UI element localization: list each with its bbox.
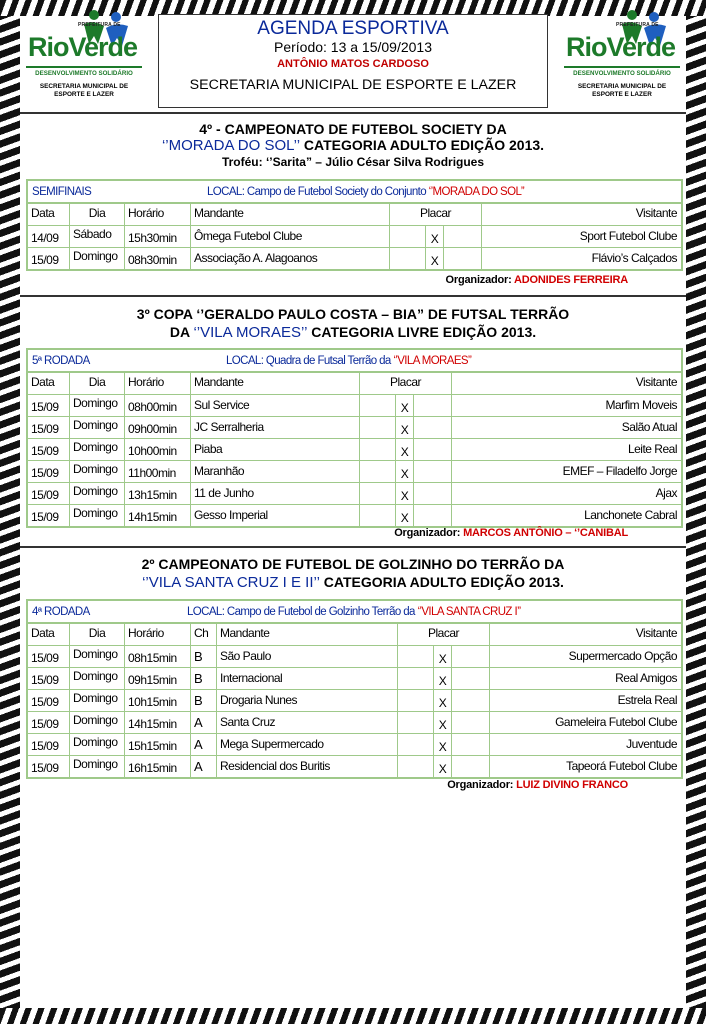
comp1-venue: ‘’MORADA DO SOL’’: [161, 137, 301, 154]
comp2-local-venue: ‘’VILA MORAES”: [393, 354, 472, 367]
game-day: Domingo: [70, 734, 125, 755]
col-away: Visitante: [635, 375, 677, 389]
comp3-heading: [20, 556, 686, 591]
game-home: JC Serralheria: [191, 417, 360, 438]
score-x: X: [434, 646, 452, 667]
col-score: Placar: [360, 373, 452, 394]
col-ch: Ch: [191, 624, 217, 645]
game-away: Salão Atual: [621, 420, 677, 434]
comp1-table: [26, 179, 683, 271]
score-x: X: [396, 417, 414, 438]
decorative-border-bottom: [0, 1008, 706, 1024]
away-score: [452, 646, 490, 667]
home-score: [360, 505, 396, 526]
game-group: A: [191, 734, 217, 755]
game-away: Gameleira Futebol Clube: [555, 715, 677, 729]
comp2-venue: ‘’VILA MORAES’’: [193, 324, 308, 341]
home-score: [360, 417, 396, 438]
home-score: [398, 646, 434, 667]
game-day: Domingo: [70, 712, 125, 733]
comp3-organizer: [447, 779, 628, 791]
game-group: B: [191, 690, 217, 711]
col-date: Data: [28, 624, 70, 645]
away-score: [444, 248, 482, 269]
away-score: [452, 756, 490, 777]
game-date: 15/09: [28, 248, 70, 269]
game-day: Domingo: [70, 483, 125, 504]
logo-prefeitura: PREFEITURA DE: [616, 22, 659, 28]
score-x: X: [434, 712, 452, 733]
score-x: X: [396, 395, 414, 416]
table-row: [28, 734, 681, 756]
table-row: [28, 756, 681, 777]
game-day: Domingo: [70, 461, 125, 482]
period-text: Período: 13 a 15/09/2013: [273, 39, 433, 55]
comp2-heading: [20, 306, 686, 341]
game-day: Sábado: [70, 226, 125, 247]
game-time: 14h15min: [125, 712, 191, 733]
comp2-local: LOCAL: Quadra de Futsal Terrão da: [226, 354, 394, 367]
game-away: Supermercado Opção: [568, 649, 677, 663]
game-time: 09h15min: [125, 668, 191, 689]
game-home: Maranhão: [191, 461, 360, 482]
game-home: Mega Supermercado: [217, 734, 398, 755]
comp3-local: LOCAL: Campo de Futebol de Golzinho Terrão da: [187, 605, 418, 618]
game-away: Marfim Moveis: [605, 398, 677, 412]
logo-prefeitura: PREFEITURA DE: [78, 22, 121, 28]
header-divider: [20, 112, 686, 114]
score-x: X: [434, 690, 452, 711]
score-x: X: [396, 439, 414, 460]
table-row: [28, 668, 681, 690]
game-date: 15/09: [28, 668, 70, 689]
logo-verde: Verde: [606, 32, 676, 62]
score-x: X: [396, 505, 414, 526]
game-time: 15h30min: [125, 226, 191, 247]
comp1-local-venue: ‘’MORADA DO SOL’’: [428, 185, 525, 198]
table-header-row: [28, 624, 681, 646]
score-x: X: [396, 483, 414, 504]
col-day: Dia: [70, 204, 125, 225]
comp3-phase: 4ª RODADA: [32, 605, 90, 618]
comp1-category: CATEGORIA ADULTO EDIÇÃO 2013.: [300, 137, 545, 153]
comp2-table: [26, 348, 683, 528]
game-group: B: [191, 668, 217, 689]
comp3-category: CATEGORIA ADULTO EDIÇÃO 2013.: [319, 574, 564, 590]
col-home: Mandante: [191, 204, 390, 225]
organizer-name: ADONIDES FERREIRA: [514, 274, 628, 286]
comp3-local-venue: ‘’VILA SANTA CRUZ I’’: [417, 605, 521, 618]
home-score: [398, 756, 434, 777]
home-score: [360, 439, 396, 460]
game-home: Internacional: [217, 668, 398, 689]
game-day: Domingo: [70, 756, 125, 777]
game-time: 08h30min: [125, 248, 191, 269]
away-score: [414, 483, 452, 504]
score-x: X: [434, 668, 452, 689]
logo-sec-line2: ESPORTE E LAZER: [592, 91, 652, 98]
rio-verde-logo-left: [20, 8, 148, 110]
away-score: [414, 505, 452, 526]
game-time: 16h15min: [125, 756, 191, 777]
game-date: 15/09: [28, 417, 70, 438]
comp1-phase: SEMIFINAIS: [32, 185, 92, 198]
table-row: [28, 646, 681, 668]
organizer-label: Organizador:: [394, 527, 464, 539]
comp2-organizer: [394, 527, 628, 539]
home-score: [390, 248, 426, 269]
game-time: 09h00min: [125, 417, 191, 438]
col-home: Mandante: [217, 624, 398, 645]
game-time: 15h15min: [125, 734, 191, 755]
game-home: São Paulo: [217, 646, 398, 667]
game-time: 08h15min: [125, 646, 191, 667]
game-away: Tapeorá Futebol Clube: [566, 759, 677, 773]
comp2-category: CATEGORIA LIVRE EDIÇÃO 2013.: [307, 324, 537, 340]
away-score: [452, 690, 490, 711]
table-row: [28, 505, 681, 526]
game-time: 10h00min: [125, 439, 191, 460]
table-row: [28, 248, 681, 269]
decorative-border-left: [0, 0, 20, 1024]
game-time: 13h15min: [125, 483, 191, 504]
col-day: Dia: [70, 624, 125, 645]
logo-sec-line2: ESPORTE E LAZER: [54, 91, 114, 98]
game-time: 10h15min: [125, 690, 191, 711]
away-score: [452, 734, 490, 755]
comp1-organizer: [446, 274, 628, 286]
logo-sec-line1: SECRETARIA MUNICIPAL DE: [577, 83, 667, 90]
logo-verde: Verde: [68, 32, 138, 62]
home-score: [390, 226, 426, 247]
game-away: Ajax: [655, 486, 677, 500]
game-day: Domingo: [70, 505, 125, 526]
score-x: X: [426, 226, 444, 247]
game-home: Gesso Imperial: [191, 505, 360, 526]
section-divider: [20, 546, 686, 548]
game-date: 15/09: [28, 690, 70, 711]
away-score: [444, 226, 482, 247]
col-time: Horário: [125, 373, 191, 394]
home-score: [398, 690, 434, 711]
comp1-trophy: Troféu: ‘’Sarita” – Júlio César Silva Rodrigues: [221, 155, 485, 169]
game-home: Drogaria Nunes: [217, 690, 398, 711]
game-date: 15/09: [28, 712, 70, 733]
game-home: 11 de Junho: [191, 483, 360, 504]
table-row: [28, 226, 681, 248]
section-divider: [20, 295, 686, 297]
game-time: 08h00min: [125, 395, 191, 416]
away-score: [452, 712, 490, 733]
game-home: Ômega Futebol Clube: [191, 226, 390, 247]
table-row: [28, 439, 681, 461]
home-score: [398, 734, 434, 755]
logo-rio: Rio: [566, 32, 607, 62]
comp1-local: LOCAL: Campo de Futebol Society do Conjunto: [207, 185, 429, 198]
table-row: [28, 395, 681, 417]
table-header-row: [28, 373, 681, 395]
game-home: Residencial dos Buritis: [217, 756, 398, 777]
game-group: B: [191, 646, 217, 667]
home-score: [398, 668, 434, 689]
table-row: [28, 712, 681, 734]
away-score: [414, 417, 452, 438]
game-away: Juventude: [626, 737, 677, 751]
game-day: Domingo: [70, 646, 125, 667]
away-score: [452, 668, 490, 689]
game-away: Sport Futebol Clube: [579, 229, 677, 243]
score-x: X: [434, 756, 452, 777]
page-header: [20, 8, 686, 110]
game-day: Domingo: [70, 690, 125, 711]
away-score: [414, 395, 452, 416]
table-row: [28, 461, 681, 483]
rio-verde-logo-right: [558, 8, 686, 110]
comp1-line1: 4º - CAMPEONATO DE FUTEBOL SOCIETY DA: [199, 121, 507, 137]
game-day: Domingo: [70, 248, 125, 269]
comp3-venue: ‘’VILA SANTA CRUZ I E II’’: [142, 574, 320, 591]
col-date: Data: [28, 373, 70, 394]
table-row: [28, 483, 681, 505]
logo-tagline: DESENVOLVIMENTO SOLIDÁRIO: [573, 70, 671, 77]
col-score: Placar: [398, 624, 490, 645]
page-title: AGENDA ESPORTIVA: [257, 18, 449, 39]
col-away: Visitante: [635, 206, 677, 220]
game-day: Domingo: [70, 395, 125, 416]
game-day: Domingo: [70, 439, 125, 460]
secretary-name: ANTÔNIO MATOS CARDOSO: [277, 58, 429, 70]
col-away: Visitante: [635, 626, 677, 640]
score-x: X: [396, 461, 414, 482]
logo-tagline: DESENVOLVIMENTO SOLIDÁRIO: [35, 70, 133, 77]
organizer-label: Organizador:: [445, 274, 515, 286]
game-date: 15/09: [28, 646, 70, 667]
secretaria-title: SECRETARIA MUNICIPAL DE ESPORTE E LAZER: [189, 77, 517, 93]
table-row: [28, 690, 681, 712]
comp2-line2-pre: DA: [169, 324, 194, 340]
logo-rio: Rio: [28, 32, 69, 62]
game-day: Domingo: [70, 668, 125, 689]
game-day: Domingo: [70, 417, 125, 438]
organizer-label: Organizador:: [447, 779, 517, 791]
game-away: Real Amigos: [615, 671, 677, 685]
away-score: [414, 439, 452, 460]
table-row: [28, 417, 681, 439]
col-day: Dia: [70, 373, 125, 394]
organizer-name: MARCOS ANTÔNIO – ‘’CANIBAL: [463, 527, 628, 539]
game-date: 15/09: [28, 395, 70, 416]
game-date: 15/09: [28, 461, 70, 482]
col-time: Horário: [125, 624, 191, 645]
game-time: 14h15min: [125, 505, 191, 526]
game-home: Associação A. Alagoanos: [191, 248, 390, 269]
game-date: 15/09: [28, 756, 70, 777]
game-date: 15/09: [28, 439, 70, 460]
game-away: Estrela Real: [617, 693, 677, 707]
game-away: Lanchonete Cabral: [584, 508, 677, 522]
game-home: Santa Cruz: [217, 712, 398, 733]
game-date: 15/09: [28, 483, 70, 504]
comp3-table: [26, 599, 683, 779]
col-time: Horário: [125, 204, 191, 225]
game-away: EMEF – Filadelfo Jorge: [562, 464, 677, 478]
game-away: Leite Real: [627, 442, 677, 456]
game-group: A: [191, 756, 217, 777]
col-score: Placar: [390, 204, 482, 225]
decorative-border-right: [686, 0, 706, 1024]
home-score: [360, 395, 396, 416]
organizer-name: LUIZ DIVINO FRANCO: [516, 779, 628, 791]
home-score: [360, 483, 396, 504]
game-time: 11h00min: [125, 461, 191, 482]
col-home: Mandante: [191, 373, 360, 394]
home-score: [398, 712, 434, 733]
game-home: Piaba: [191, 439, 360, 460]
table-header-row: [28, 204, 681, 226]
comp1-heading: [20, 121, 686, 170]
comp2-line1: 3º COPA ‘’GERALDO PAULO COSTA – BIA” DE FUTSAL TERRÃO: [136, 306, 570, 322]
game-date: 14/09: [28, 226, 70, 247]
comp3-line1: 2º CAMPEONATO DE FUTEBOL DE GOLZINHO DO TERRÃO DA: [141, 556, 565, 572]
away-score: [414, 461, 452, 482]
game-group: A: [191, 712, 217, 733]
home-score: [360, 461, 396, 482]
logo-sec-line1: SECRETARIA MUNICIPAL DE: [39, 83, 129, 90]
game-away: Flávio’s Calçados: [591, 251, 677, 265]
game-date: 15/09: [28, 734, 70, 755]
game-date: 15/09: [28, 505, 70, 526]
score-x: X: [434, 734, 452, 755]
score-x: X: [426, 248, 444, 269]
title-box: [158, 14, 548, 108]
game-home: Sul Service: [191, 395, 360, 416]
comp2-phase: 5ª RODADA: [32, 354, 90, 367]
col-date: Data: [28, 204, 70, 225]
